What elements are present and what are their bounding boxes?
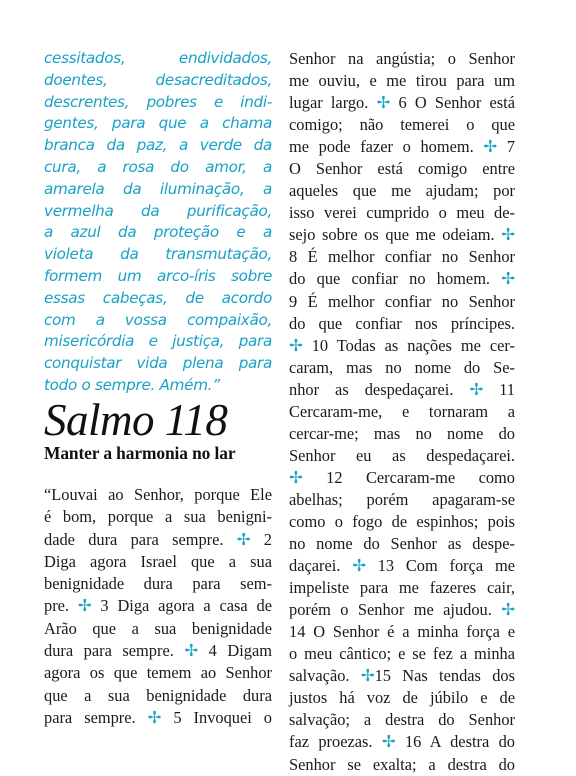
psalm-text: 4 Digam [198, 641, 272, 661]
psalm-line [289, 401, 515, 423]
psalm-text: 8 É melhor confiar no Senhor [289, 247, 515, 267]
psalm-title: Salmo 118 [44, 395, 228, 445]
psalm-line [289, 313, 515, 335]
prayer-line: cura, a rosa do amor, a [44, 157, 272, 176]
psalm-text: é bom, porque a sua benigni- [44, 507, 272, 527]
prayer-line: gentes, para que a chama [44, 114, 272, 133]
prayer-line: cessitados, endividados, [44, 49, 272, 67]
psalm-line [289, 665, 515, 687]
psalm-text: daçarei. [289, 556, 353, 576]
psalm-line [289, 379, 515, 401]
psalm-line [289, 445, 515, 467]
psalm-text: 5 Invoquei o [161, 707, 272, 727]
psalm-line [44, 551, 272, 573]
psalm-line [289, 687, 515, 709]
psalm-line [289, 467, 515, 489]
psalm-line [289, 533, 515, 555]
verse-cross-icon: ✢ [469, 379, 484, 399]
verse-cross-icon: ✢ [376, 93, 391, 113]
psalm-text: que a sua benignidade dura [44, 685, 272, 705]
psalm-line [289, 731, 515, 753]
verse-cross-icon: ✢ [483, 137, 498, 157]
psalm-text: 9 É melhor confiar no Senhor [289, 291, 515, 311]
psalm-text: 7 [497, 137, 515, 157]
psalm-text: o meu cântico; e se fez a minha [289, 644, 515, 664]
psalm-line [289, 70, 515, 92]
psalm-text: sejo sobre os que me odeiam. [289, 225, 502, 245]
psalm-body-left-column [44, 484, 272, 729]
verse-cross-icon: ✢ [289, 467, 303, 487]
psalm-text: do que confiar nos príncipes. [289, 313, 515, 333]
psalm-line [289, 158, 515, 180]
verse-cross-icon: ✢ [501, 269, 515, 289]
psalm-line [44, 707, 272, 729]
psalm-text: benignidade dura para sem- [44, 574, 272, 594]
psalm-text: abelhas; porém apagaram-se [289, 489, 515, 509]
psalm-text: me pode fazer o homem. [289, 137, 484, 157]
psalm-text: 14 O Senhor é a minha força e [289, 622, 515, 642]
verse-cross-icon: ✢ [360, 666, 375, 686]
psalm-line [289, 489, 515, 511]
psalm-text: Senhor na angústia; o Senhor [289, 49, 515, 68]
psalm-line [44, 506, 272, 528]
prayer-line: branca da paz, a verde da [44, 136, 272, 155]
prayer-line: descrentes, pobres e indi- [44, 92, 272, 111]
psalm-line [289, 709, 515, 731]
verse-cross-icon: ✢ [236, 529, 251, 549]
psalm-text: como o fogo de espinhos; pois [289, 511, 515, 531]
prayer-line: essas cabeças, de acordo [44, 288, 272, 307]
psalm-line [289, 136, 515, 158]
psalm-text: Arão que a sua benignidade [44, 618, 272, 638]
psalm-line [289, 180, 515, 202]
psalm-text: 6 O Senhor está [390, 93, 515, 113]
prayer-line: vermelha da purificação, [44, 201, 272, 220]
psalm-text: Senhor se exalta; a destra do [289, 754, 515, 774]
psalm-line [289, 48, 515, 70]
psalm-line [289, 202, 515, 224]
psalm-line [44, 640, 272, 662]
psalm-text: do que confiar no homem. [289, 269, 502, 289]
psalm-text: faz proezas. [289, 732, 382, 752]
verse-cross-icon: ✢ [352, 556, 366, 576]
psalm-line [289, 335, 515, 357]
prayer-line: violeta da transmutação, [44, 245, 272, 264]
psalm-text: salvação. [289, 666, 361, 686]
psalm-line [44, 595, 272, 617]
verse-cross-icon: ✢ [289, 335, 303, 355]
psalm-text: porém o Senhor me ajudou. [289, 600, 502, 620]
psalm-text: me ouviu, e me tirou para um [289, 71, 515, 91]
psalm-line [44, 662, 272, 684]
psalm-text: 13 Com força me [365, 556, 515, 576]
prayer-line: todo o sempre. Amém.” [44, 375, 220, 394]
psalm-line [289, 224, 515, 246]
psalm-line [289, 291, 515, 313]
psalm-text: 15 Nas tendas dos [374, 666, 515, 686]
psalm-line [44, 618, 272, 640]
psalm-text: justos há voz de júbilo e de [289, 688, 515, 708]
verse-cross-icon: ✢ [184, 641, 199, 661]
psalm-text: 16 A destra do [395, 732, 515, 752]
prayer-line: conquistar vida plena para [44, 354, 272, 373]
psalm-text: O Senhor está comigo entre [289, 159, 515, 179]
psalm-text: 12 Cercaram-me como [302, 467, 515, 487]
psalm-text: 11 [483, 379, 515, 399]
psalm-line [289, 555, 515, 577]
psalm-text: Cercaram-me, e tornaram a [289, 401, 515, 421]
psalm-text: “Louvai ao Senhor, porque Ele [44, 485, 272, 504]
psalm-line [289, 754, 515, 776]
prayer-line: formem um arco-íris sobre [44, 266, 272, 285]
psalm-line [289, 599, 515, 621]
psalm-line [289, 92, 515, 114]
psalm-text: pre. [44, 596, 78, 616]
psalm-line [289, 621, 515, 643]
prayer-line: com a vossa compaixão, [44, 310, 272, 329]
psalm-line [289, 268, 515, 290]
psalm-subtitle: Manter a harmonia no lar [44, 443, 236, 463]
psalm-text: 10 Todas as nações me cer- [302, 335, 515, 355]
psalm-line [44, 573, 272, 595]
verse-cross-icon: ✢ [147, 707, 162, 727]
verse-cross-icon: ✢ [501, 600, 515, 620]
psalm-text: impeliste para me fazeres cair, [289, 578, 515, 598]
prayer-line: misericórdia e justiça, para [44, 332, 272, 351]
psalm-text: nhor as despedaçarei. [289, 379, 470, 399]
psalm-text: cercar-me; mas no nome do [289, 423, 515, 443]
psalm-text: isso verei cumprido o meu de- [289, 203, 515, 223]
psalm-text: aqueles que me ajudam; por [289, 181, 515, 201]
psalm-text: agora os que temem ao Senhor [44, 663, 272, 683]
psalm-line [289, 511, 515, 533]
psalm-text: salvação; a destra do Senhor [289, 710, 515, 730]
prayer-text-block [44, 48, 272, 397]
verse-cross-icon: ✢ [381, 732, 396, 752]
verse-cross-icon: ✢ [501, 225, 515, 245]
psalm-line [289, 577, 515, 599]
psalm-text: caram, mas no nome do Se- [289, 357, 515, 377]
psalm-text: 3 Diga agora a casa de [91, 596, 272, 616]
psalm-text: 2 [250, 529, 272, 549]
psalm-line [289, 114, 515, 136]
psalm-line [44, 685, 272, 707]
prayer-line: doentes, desacreditados, [44, 70, 272, 89]
psalm-text: dura para sempre. [44, 641, 185, 661]
psalm-text: Diga agora Israel que a sua [44, 551, 272, 571]
psalm-line [44, 484, 272, 506]
psalm-line [289, 643, 515, 665]
psalm-line [44, 529, 272, 551]
psalm-text: dade dura para sempre. [44, 529, 237, 549]
psalm-text: para sempre. [44, 707, 148, 727]
psalm-text: comigo; não temerei o que [289, 115, 515, 135]
verse-cross-icon: ✢ [77, 596, 92, 616]
psalm-text: lugar largo. [289, 93, 377, 113]
prayer-line: a azul da proteção e a [44, 223, 272, 242]
psalm-line [289, 357, 515, 379]
psalm-body-right-column [289, 48, 515, 776]
psalm-line [289, 246, 515, 268]
psalm-text: Senhor eu as despedaçarei. [289, 445, 515, 465]
psalm-text: no nome do Senhor as despe- [289, 534, 515, 554]
prayer-line: amarela da iluminação, a [44, 179, 272, 198]
psalm-line [289, 423, 515, 445]
